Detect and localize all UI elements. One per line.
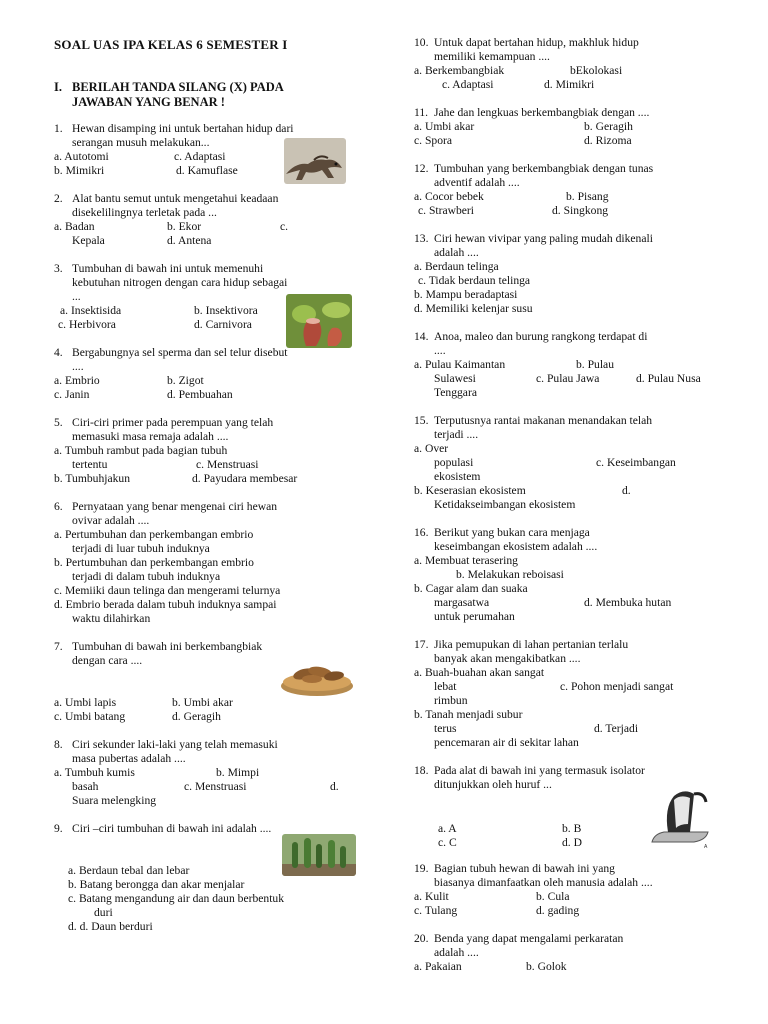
question-20: [414, 932, 734, 978]
q19-stem-line-1: Bagian tubuh hewan di bawah ini yang: [434, 862, 615, 875]
q10-stem-line-2: memiliki kemampuan ....: [434, 50, 550, 63]
question-5: [54, 416, 362, 492]
section-number: I.: [54, 80, 62, 94]
q19-number: 19.: [414, 862, 429, 875]
q17-stem-line-1: Jika pemupukan di lahan pertanian terlalu: [434, 638, 629, 651]
q19-option-d[interactable]: d. gading: [536, 904, 580, 917]
q15-option-d[interactable]: d.: [622, 484, 631, 497]
q12-stem-line-2: adventif adalah ....: [434, 176, 520, 189]
q7-stem-line-1: Tumbuhan di bawah ini berkembangbiak: [72, 640, 263, 653]
q12-stem-line-1: Tumbuhan yang berkembangbiak dengan tunas: [434, 162, 654, 175]
q11-stem-line-1: Jahe dan lengkuas berkembangbiak dengan ....: [434, 106, 650, 119]
q20-number: 20.: [414, 932, 429, 945]
q4-option-b[interactable]: b. Zigot: [167, 374, 204, 387]
q10-option-c[interactable]: c. Adaptasi: [442, 78, 494, 91]
q4-stem-line-2: ....: [72, 360, 84, 373]
section-line-2: JAWABAN YANG BENAR !: [72, 95, 225, 109]
question-14: [414, 330, 734, 402]
q8-number: 8.: [54, 738, 63, 751]
q14-number: 14.: [414, 330, 429, 343]
q5-option-a-cont[interactable]: tertentu: [72, 458, 108, 471]
q9-stem-line-1: Ciri –ciri tumbuhan di bawah ini adalah ....: [72, 822, 272, 835]
question-17: [414, 638, 734, 752]
q20-option-b[interactable]: b. Golok: [526, 960, 567, 973]
q13-stem-line-2: adalah ....: [434, 246, 479, 259]
q1-option-d[interactable]: d. Kamuflase: [176, 164, 238, 177]
q8-option-b[interactable]: b. Mimpi: [216, 766, 260, 779]
q18-stem-line-2: ditunjukkan oleh huruf ...: [434, 778, 552, 791]
q12-option-d[interactable]: d. Singkong: [552, 204, 609, 217]
question-15: [414, 414, 734, 514]
q14-option-d[interactable]: d. Pulau Nusa: [636, 372, 701, 385]
q11-option-d[interactable]: d. Rizoma: [584, 134, 632, 147]
q8-option-c[interactable]: c. Menstruasi: [184, 780, 247, 793]
q10-option-b[interactable]: bEkolokasi: [570, 64, 623, 77]
q9-number: 9.: [54, 822, 63, 835]
q6-option-b[interactable]: b. Pertumbuhan dan perkembangan embrio: [54, 556, 254, 569]
q16-option-b[interactable]: b. Melakukan reboisasi: [456, 568, 564, 581]
question-3: [54, 262, 362, 342]
tuber-basket-image: [278, 652, 356, 698]
section-line-1: BERILAH TANDA SILANG (X) PADA: [72, 80, 284, 94]
q15-option-b[interactable]: b. Keserasian ekosistem: [414, 484, 526, 497]
question-12: [414, 162, 734, 220]
q18-number: 18.: [414, 764, 429, 777]
question-9: [54, 822, 362, 938]
q1-number: 1.: [54, 122, 63, 135]
q13-number: 13.: [414, 232, 429, 245]
q14-option-c[interactable]: c. Pulau Jawa: [536, 372, 600, 385]
q1-stem-line-1: Hewan disamping ini untuk bertahan hidup dari: [72, 122, 294, 135]
q5-option-b[interactable]: b. Tumbuhjakun: [54, 472, 131, 485]
q2-number: 2.: [54, 192, 63, 205]
q17-option-a-cont[interactable]: lebat: [434, 680, 457, 693]
q16-option-d[interactable]: d. Membuka hutan: [584, 596, 672, 609]
q10-option-d[interactable]: d. Mimikri: [544, 78, 595, 91]
q2-option-c-text[interactable]: Kepala: [72, 234, 105, 247]
q17-option-c-cont[interactable]: rimbun: [434, 694, 468, 707]
page-title: SOAL UAS IPA KELAS 6 SEMESTER I: [54, 37, 288, 52]
q7-option-d[interactable]: d. Geragih: [172, 710, 221, 723]
q10-option-a[interactable]: a. Berkembangbiak: [414, 64, 505, 77]
q15-option-a[interactable]: a. Over: [414, 442, 449, 455]
q9-option-b[interactable]: b. Batang berongga dan akar menjalar: [68, 878, 245, 891]
q20-option-a[interactable]: a. Pakaian: [414, 960, 462, 973]
q3-number: 3.: [54, 262, 63, 275]
q4-option-a[interactable]: a. Embrio: [54, 374, 100, 387]
q13-option-b[interactable]: b. Mampu beradaptasi: [414, 288, 518, 301]
q16-option-c-cont[interactable]: margasatwa: [434, 596, 490, 609]
q16-option-c[interactable]: b. Cagar alam dan suaka: [414, 582, 528, 595]
section-heading: [54, 80, 284, 110]
q12-option-b[interactable]: b. Pisang: [566, 190, 609, 203]
q15-option-d-cont[interactable]: Ketidakseimbangan ekosistem: [434, 498, 576, 511]
q5-stem-line-2: memasuki masa remaja adalah ....: [72, 430, 229, 443]
q7-option-a[interactable]: a. Umbi lapis: [54, 696, 117, 709]
q7-stem-line-2: dengan cara ....: [72, 654, 143, 667]
q11-number: 11.: [414, 106, 429, 119]
q5-stem-line-1: Ciri-ciri primer pada perempuan yang telah: [72, 416, 274, 429]
q1-option-c[interactable]: c. Adaptasi: [174, 150, 226, 163]
iron-label-a: A: [704, 844, 708, 850]
q7-option-c[interactable]: c. Umbi batang: [54, 710, 126, 723]
q4-option-c[interactable]: c. Janin: [54, 388, 90, 401]
q11-option-b[interactable]: b. Geragih: [584, 120, 633, 133]
q18-option-c[interactable]: c. C: [438, 836, 457, 849]
q17-option-c[interactable]: c. Pohon menjadi sangat: [560, 680, 674, 693]
q17-option-d[interactable]: d. Terjadi: [594, 722, 639, 735]
q1-option-a[interactable]: a. Autotomi: [54, 150, 109, 163]
q3-stem-line-2: kebutuhan nitrogen dengan cara hidup sebagai: [72, 276, 288, 289]
q14-option-b-cont[interactable]: Sulawesi: [434, 372, 476, 385]
q4-stem-line-1: Bergabungnya sel sperma dan sel telur disebut: [72, 346, 288, 359]
q9-option-a[interactable]: a. Berdaun tebal dan lebar: [68, 864, 190, 877]
q7-number: 7.: [54, 640, 63, 653]
question-6: [54, 500, 362, 630]
q16-stem-line-2: keseimbangan ekosistem adalah ....: [434, 540, 598, 553]
q11-option-a[interactable]: a. Umbi akar: [414, 120, 475, 133]
q6-number: 6.: [54, 500, 63, 513]
q13-stem-line-1: Ciri hewan vivipar yang paling mudah dikenali: [434, 232, 653, 245]
q16-option-d-cont[interactable]: untuk perumahan: [434, 610, 515, 623]
q15-number: 15.: [414, 414, 429, 427]
q1-option-b[interactable]: b. Mimikri: [54, 164, 105, 177]
q15-option-c-cont[interactable]: ekosistem: [434, 470, 481, 483]
q14-stem-line-2: ....: [434, 344, 446, 357]
q20-stem-line-2: adalah ....: [434, 946, 479, 959]
q14-option-d-cont[interactable]: Tenggara: [434, 386, 477, 399]
q8-stem-line-1: Ciri sekunder laki-laki yang telah memasuki: [72, 738, 278, 751]
q17-option-d-cont[interactable]: pencemaran air di sekitar lahan: [434, 736, 579, 749]
q15-option-c[interactable]: c. Keseimbangan: [596, 456, 676, 469]
q2-option-a[interactable]: a. Badan: [54, 220, 95, 233]
q8-option-d-cont[interactable]: Suara melengking: [72, 794, 157, 807]
q6-stem-line-2: ovivar adalah ....: [72, 514, 150, 527]
question-8: [54, 738, 362, 814]
q16-stem-line-1: Berikut yang bukan cara menjaga: [434, 526, 590, 539]
q2-stem-line-2: disekelilingnya terletak pada ...: [72, 206, 217, 219]
q6-option-d-cont[interactable]: waktu dilahirkan: [72, 612, 151, 625]
q5-number: 5.: [54, 416, 63, 429]
question-1: [54, 122, 362, 184]
q13-option-a[interactable]: a. Berdaun telinga: [414, 260, 499, 273]
q12-option-c[interactable]: c. Strawberi: [418, 204, 475, 217]
q9-option-c-cont[interactable]: duri: [94, 906, 113, 919]
q15-stem-line-2: terjadi ....: [434, 428, 479, 441]
q11-option-c[interactable]: c. Spora: [414, 134, 452, 147]
q20-stem-line-1: Benda yang dapat mengalami perkaratan: [434, 932, 624, 945]
q9-option-d[interactable]: d. d. Daun berduri: [68, 920, 153, 933]
q6-option-b-cont[interactable]: terjadi di dalam tubuh induknya: [72, 570, 221, 583]
q15-option-a-cont[interactable]: populasi: [434, 456, 474, 469]
q4-option-d[interactable]: d. Pembuahan: [167, 388, 233, 401]
q3-option-d[interactable]: d. Carnivora: [194, 318, 252, 331]
q14-option-a[interactable]: a. Pulau Kaimantan: [414, 358, 506, 371]
q18-stem-line-1: Pada alat di bawah ini yang termasuk isolator: [434, 764, 645, 777]
q10-stem-line-1: Untuk dapat bertahan hidup, makhluk hidup: [434, 36, 639, 49]
q5-option-c[interactable]: c. Menstruasi: [196, 458, 259, 471]
pitcher-plant-image: [286, 294, 352, 348]
q6-option-a[interactable]: a. Pertumbuhan dan perkembangan embrio: [54, 528, 254, 541]
q15-stem-line-1: Terputusnya rantai makanan menandakan telah: [434, 414, 653, 427]
q5-option-a[interactable]: a. Tumbuh rambut pada bagian tubuh: [54, 444, 228, 457]
q3-stem-line-1: Tumbuhan di bawah ini untuk memenuhi: [72, 262, 264, 275]
q17-option-b[interactable]: b. Tanah menjadi subur: [414, 708, 523, 721]
q19-option-b[interactable]: b. Cula: [536, 890, 570, 903]
q2-option-d[interactable]: d. Antena: [167, 234, 212, 247]
q19-option-a[interactable]: a. Kulit: [414, 890, 449, 903]
q8-option-a[interactable]: a. Tumbuh kumis: [54, 766, 135, 779]
q1-stem-line-2: serangan musuh melakukan...: [72, 136, 210, 149]
q6-option-c[interactable]: c. Memiiki daun telinga dan mengerami telurnya: [54, 584, 281, 597]
q3-option-a[interactable]: a. Insektisida: [60, 304, 122, 317]
q4-number: 4.: [54, 346, 63, 359]
q12-number: 12.: [414, 162, 429, 175]
q2-stem-line-1: Alat bantu semut untuk mengetahui keadaan: [72, 192, 279, 205]
q19-stem-line-2: biasanya dimanfaatkan oleh manusia adalah ....: [434, 876, 653, 889]
q16-option-a[interactable]: a. Membuat terasering: [414, 554, 518, 567]
q6-stem-line-1: Pernyataan yang benar mengenai ciri hewan: [72, 500, 278, 513]
question-10: [414, 36, 734, 96]
q5-option-d[interactable]: d. Payudara membesar: [192, 472, 298, 485]
question-13: [414, 232, 734, 318]
question-2: [54, 192, 362, 252]
q14-stem-line-1: Anoa, maleo dan burung rangkong terdapat di: [434, 330, 648, 343]
q18-option-a[interactable]: a. A: [438, 822, 457, 835]
q3-stem-line-3: ...: [72, 290, 81, 303]
q8-option-d[interactable]: d.: [330, 780, 339, 793]
question-18: [414, 764, 734, 854]
q19-option-c[interactable]: c. Tulang: [414, 904, 458, 917]
q18-option-b[interactable]: b. B: [562, 822, 582, 835]
q9-option-c[interactable]: c. Batang mengandung air dan daun berbentuk: [68, 892, 285, 905]
q10-number: 10.: [414, 36, 429, 49]
lizard-image: [284, 138, 346, 184]
q6-option-a-cont[interactable]: terjadi di luar tubuh induknya: [72, 542, 210, 555]
q2-option-b[interactable]: b. Ekor: [167, 220, 202, 233]
q17-option-b-cont[interactable]: terus: [434, 722, 457, 735]
cactus-image: [282, 834, 356, 876]
q16-number: 16.: [414, 526, 429, 539]
question-16: [414, 526, 734, 626]
q2-option-c[interactable]: c.: [280, 220, 289, 233]
iron-image: [644, 784, 714, 850]
q12-option-a[interactable]: a. Cocor bebek: [414, 190, 484, 203]
question-19: [414, 862, 734, 922]
q17-option-a[interactable]: a. Buah-buahan akan sangat: [414, 666, 545, 679]
q6-option-d[interactable]: d. Embrio berada dalam tubuh induknya sampai: [54, 598, 277, 611]
question-4: [54, 346, 362, 406]
q18-option-d[interactable]: d. D: [562, 836, 582, 849]
q17-number: 17.: [414, 638, 429, 651]
q3-option-c[interactable]: c. Herbivora: [58, 318, 116, 331]
question-11: [414, 106, 734, 150]
q14-option-b[interactable]: b. Pulau: [576, 358, 615, 371]
q8-stem-line-2: masa pubertas adalah ....: [72, 752, 186, 765]
q13-option-c[interactable]: c. Tidak berdaun telinga: [418, 274, 531, 287]
q7-option-b[interactable]: b. Umbi akar: [172, 696, 233, 709]
q8-option-b-cont[interactable]: basah: [72, 780, 99, 793]
question-7: [54, 640, 362, 730]
q17-stem-line-2: banyak akan mengakibatkan ....: [434, 652, 581, 665]
q3-option-b[interactable]: b. Insektivora: [194, 304, 258, 317]
q13-option-d[interactable]: d. Memiliki kelenjar susu: [414, 302, 533, 315]
